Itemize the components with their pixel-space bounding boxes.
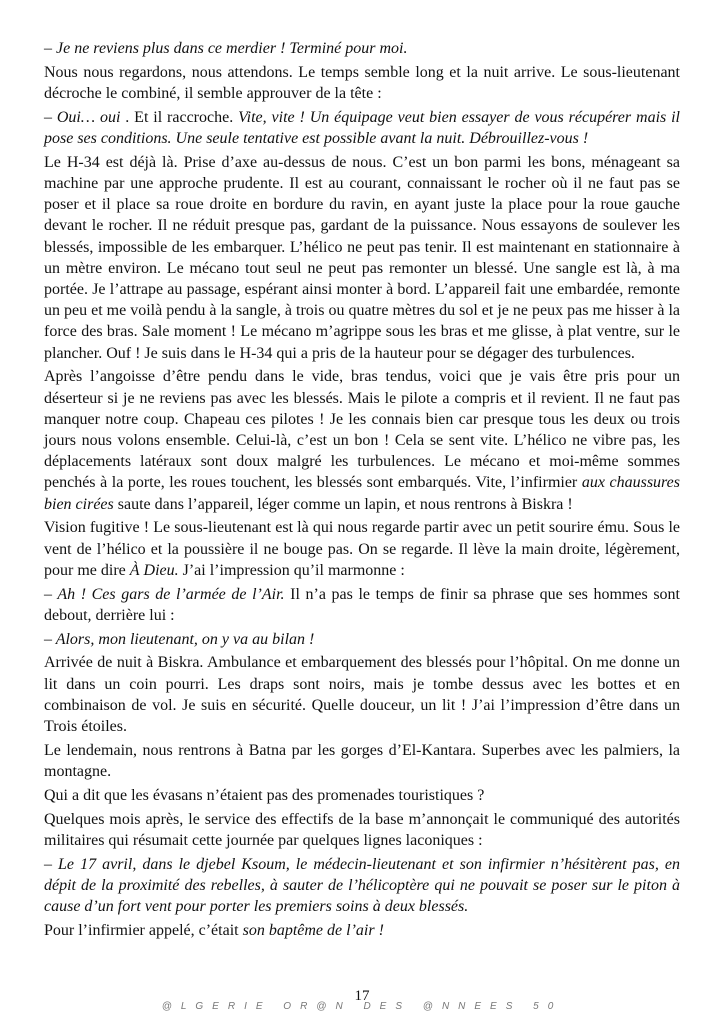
paragraph: [44, 652, 680, 737]
paragraph: [44, 785, 680, 806]
text-run: Nous nous regardons, nous attendons. Le temps semble long et la nuit arrive. Le sous-lieutenant décroche le combiné, il semble approuver de la tête :: [44, 63, 680, 102]
text-run: Après l’angoisse d’être pendu dans le vide, bras tendus, voici que je vais être pris pour un déserteur si je ne reviens pas avec les blessés. Mais le pilote a compris et il revient. Il ne faut pas manquer notre coup. Chapeau ces pilotes ! Je les connais bien car presque tous les deux ou trois jours nous volons ensemble. Celui-là, c’est un bon ! Cela se sent vite. L’hélico ne vibre pas, les déplacements latéraux sont doux malgré les turbulences. Le mécano et moi-même sommes penchés à la porte, les roues touchent, les blessés sont embarqués. Vite, l’infirmier: [44, 368, 680, 492]
paragraph: [44, 517, 680, 581]
text-run: Le lendemain, nous rentrons à Batna par les gorges d’El-Kantara. Superbes avec les palmiers, la montagne.: [44, 741, 680, 781]
page-number: 17: [354, 988, 370, 1004]
italic-text: – Le 17 avril, dans le djebel Ksoum, le médecin-lieutenant et son infirmier n’hésitèrent pas, en dépit de la proximité des rebelles, à sauter de l’hélicoptère qui ne pouvait se poser sur le piton à cause d’un fort vent pour porter les premiers soins à deux blessés.: [44, 855, 680, 916]
footer-credit: @LGERIE OR@N DES @NNEES 50: [161, 1001, 563, 1012]
italic-text: – Je ne reviens plus dans ce merdier ! Terminé pour moi.: [44, 40, 408, 57]
text-run: Arrivée de nuit à Biskra. Ambulance et embarquement des blessés pour l’hôpital. On me donne un lit dans un coin pourri. Les draps sont noirs, mais je tombe dessus avec les bottes et en combinaison de vol. Je suis en sécurité. Quelle douceur, un lit ! J’ai l’impression d’être dans un Trois étoiles.: [44, 654, 680, 736]
document-body: [44, 38, 680, 941]
text-run: saute dans l’appareil, léger comme un lapin, et nous rentrons à Biskra !: [113, 495, 573, 513]
paragraph: [44, 62, 680, 104]
text-run: Pour l’infirmier appelé, c’était: [44, 921, 243, 939]
italic-text: Vite, vite ! Un équipage veut bien essayer de vous récupérer mais il pose ses conditions. Une seule tentative est possible avant la nuit. Débrouillez-vous !: [44, 108, 680, 147]
paragraph: [44, 38, 680, 59]
text-run: Vision fugitive ! Le sous-lieutenant est là qui nous regarde partir avec un petit sourire ému. Sous le vent de l’hélico et la poussière il ne bouge pas. On se regarde. Il lève la main droite, légèrement, pour me dire: [44, 519, 680, 579]
italic-text: – Alors, mon lieutenant, on y va au bilan !: [44, 630, 315, 648]
paragraph: [44, 809, 680, 851]
text-run: Quelques mois après, le service des effectifs de la base m’annonçait le communiqué des autorités militaires qui résumait cette journée par quelques lignes laconiques :: [44, 810, 680, 849]
text-run: Il n’a pas le temps de finir sa phrase que ses hommes sont debout, derrière lui :: [44, 585, 681, 624]
italic-text: aux chaussures bien cirées: [44, 474, 681, 513]
paragraph: [44, 152, 680, 364]
text-run: Le H-34 est déjà là. Prise d’axe au-dessus de nous. C’est un bon parmi les bons, ménageant sa machine par une approche prudente. Il est au courant, connaissant le rocher où il ne faut pas se poser et il place sa roue droite en bordure du ravin, en ayant juste la place pour la roue gauche devant le rocher. Il ne réduit presque pas, gardant de la puissance. Nous essayons de soulever les blessés, impossible de les embarquer. L’hélico ne peut pas tenir. Il est maintenant en stationnaire à un mètre environ. Le mécano tout seul ne peut pas remonter un blessé. Une sangle est là, à ma portée. Je l’attrape au passage, espérant ainsi monter à bord. L’appareil fait une embardée, remonte un peu et me voilà pendu à la sangle, à trois ou quatre mètres du sol et je ne peux pas me hisser à la force des bras. Sale moment ! Le mécano m’agrippe sous les bras et me glisse, à plat ventre, sur le plancher. Ouf ! Je suis dans le H-34 qui a pris de la hauteur pour se dégager des turbulences.: [44, 153, 680, 362]
text-run: J’ai l’impression qu’il marmonne :: [178, 561, 405, 579]
italic-text: – Oui… oui: [44, 108, 121, 126]
paragraph: [44, 366, 680, 514]
paragraph: [44, 629, 680, 650]
paragraph: [44, 854, 680, 918]
paragraph: [44, 740, 680, 782]
italic-text: – Ah ! Ces gars de l’armée de l’Air.: [44, 585, 285, 603]
italic-text: son baptême de l’air !: [242, 921, 384, 939]
paragraph: [44, 584, 680, 626]
text-run: Qui a dit que les évasans n’étaient pas des promenades touristiques ?: [44, 786, 485, 804]
paragraph: [44, 920, 680, 941]
italic-text: À Dieu.: [129, 561, 179, 579]
paragraph: [44, 107, 680, 149]
text-run: . Et il raccroche.: [120, 108, 239, 126]
